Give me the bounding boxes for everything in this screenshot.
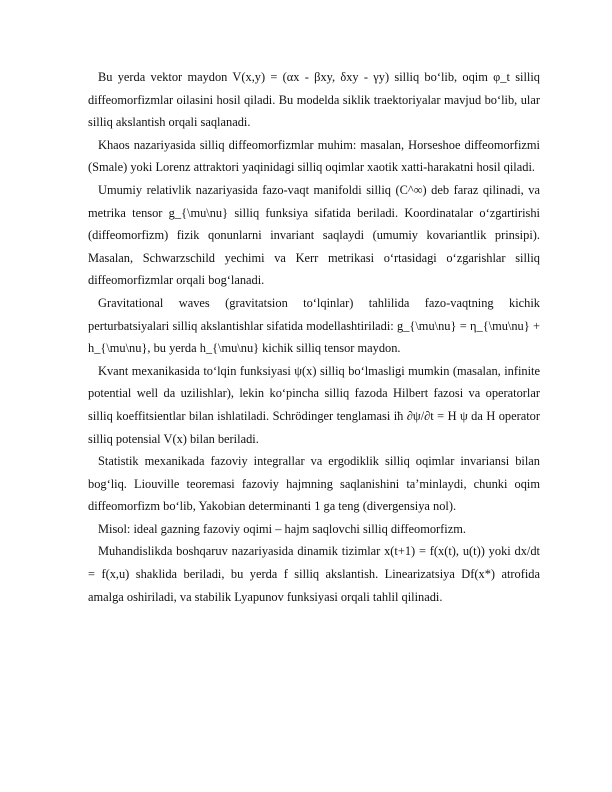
paragraph-general-relativity: Umumiy relativlik nazariyasida fazo-vaqt manifoldi silliq (C^∞) deb faraz qilinadi, va metrika tensor g_{\mu\nu} silliq funksiya sifatida beriladi. Koordinatalar o‘zgartirishi (diffeomorfizm) fizik qonunlarni invariant saqlaydi (umumiy kovariantlik prinsipi). Masalan, Schwarzschild yechimi va Kerr metrikasi o‘rtasidagi o‘zgarishlar silliq diffeomorfizmlar orqali bog‘lanadi. [88,182,540,288]
paragraph-gravitational-waves: Gravitational waves (gravitatsion to‘lqinlar) tahlilida fazo-vaqtning kichik perturbatsiyalari silliq akslantishlar sifatida modellashtiriladi: g_{\mu\nu} = η_{\mu\nu} + h_{\mu\nu}, bu yerda h_{\mu\nu} kichik silliq tensor maydon. [88,295,540,356]
paragraph-chaos-theory: Khaos nazariyasida silliq diffeomorfizmlar muhim: masalan, Horseshoe diffeomorfizmi (Smale) yoki Lorenz attraktori yaqinidagi silliq oqimlar xaotik xatti-harakatni hosil qiladi. [88,137,540,175]
paragraph-quantum-mechanics: Kvant mexanikasida to‘lqin funksiyasi ψ(x) silliq bo‘lmasligi mumkin (masalan, infinite potential well da uzilishlar), lekin ko‘pincha silliq fazoda Hilbert fazosi va operatorlar silliq koeffitsientlar bilan ishlatiladi. Schrödinger tenglamasi iħ ∂ψ/∂t = H ψ da H operator silliq potensial V(x) bilan beriladi. [88,363,540,446]
paragraph-ideal-gas-example: Misol: ideal gazning fazoviy oqimi – hajm saqlovchi silliq diffeomorfizm. [98,521,466,536]
paragraph-statistical-mechanics: Statistik mexanikada fazoviy integrallar va ergodiklik silliq oqimlar invariansi bilan bog‘liq. Liouville teoremasi fazoviy hajmning saqlanishini ta’minlaydi, chunki oqim diffeomorfizm bo‘lib, Yakobian determinanti 1 ga teng (divergensiya nol). [88,454,540,514]
paragraph-lotka-volterra-flow: Bu yerda vektor maydon V(x,y) = (αx - βxy, δxy - γy) silliq bo‘lib, oqim φ_t silliq diffeomorfizmlar oilasini hosil qiladi. Bu modelda siklik traektoriyalar mavjud bo‘lib, ular silliq akslantish orqali saqlanadi. [88,70,540,130]
paragraph-control-theory: Muhandislikda boshqaruv nazariyasida dinamik tizimlar x(t+1) = f(x(t), u(t)) yoki dx/dt = f(x,u) shaklida beriladi, bu yerda f silliq akslantish. Linearizatsiya Df(x*) atrofida amalga oshiriladi, va stabilik Lyapunov funksiyasi orqali tahlil qilinadi. [88,544,540,604]
document-page [88,66,540,608]
